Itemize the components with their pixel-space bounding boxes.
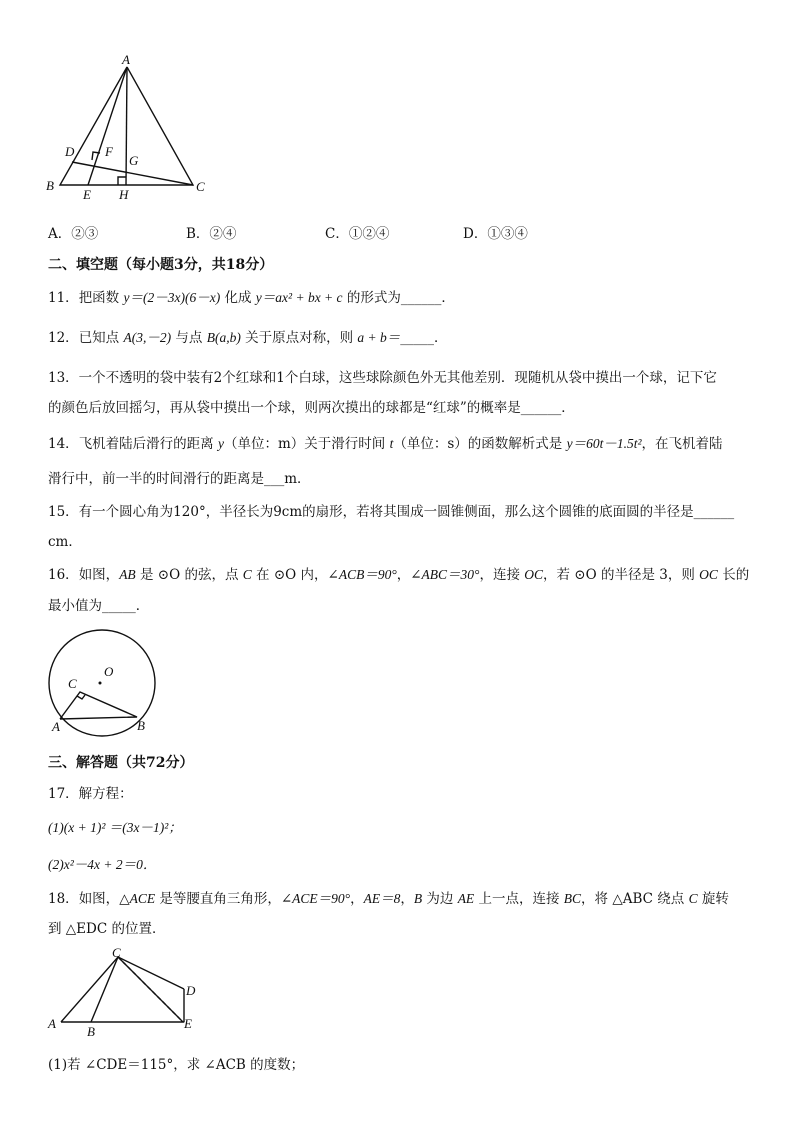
fig1-label-f: F <box>105 144 113 159</box>
question-18-part-1: (1)若 ∠CDE＝115°，求 ∠ACB 的度数； <box>48 1057 305 1073</box>
fig2-label-a: A <box>52 719 60 734</box>
question-13-line-2: 的颜色后放回摇匀，再从袋中摸出一个球，则两次摸出的球都是“红球”的概率是______． <box>48 400 575 416</box>
fig3-label-c: C <box>112 945 121 960</box>
question-14-line-1: 14．飞机着陆后滑行的距离 y（单位：m）关于滑行时间 t（单位：s）的函数解析式是 y＝60t－1.5t²，在飞机着陆 <box>48 436 723 452</box>
fig1-label-g: G <box>129 153 139 168</box>
circle-figure <box>40 625 170 740</box>
question-17-title: 17．解方程： <box>48 786 133 802</box>
fig2-label-o: O <box>104 664 114 679</box>
fig1-label-b: B <box>46 178 54 193</box>
question-12: 12．已知点 A(3,－2) 与点 B(a,b) 关于原点对称，则 a + b＝_____． <box>48 330 448 346</box>
option-a[interactable]: A．②③ <box>48 226 99 242</box>
option-d[interactable]: D．①③④ <box>463 226 528 242</box>
fig1-label-h: H <box>119 187 129 202</box>
fig2-label-c: C <box>68 676 77 691</box>
question-15-line-2: cm． <box>48 534 82 550</box>
fig3-label-b: B <box>87 1024 95 1039</box>
section-answer-heading: 三、解答题（共72分） <box>48 755 194 771</box>
fig2-label-b: B <box>137 718 145 733</box>
question-16-line-1: 16．如图，AB 是 ⊙O 的弦，点 C 在 ⊙O 内，∠ACB＝90°，∠ABC＝30°，连接 OC，若 ⊙O 的半径是 3，则 OC 长的 <box>48 567 750 583</box>
question-16-line-2: 最小值为_____． <box>48 598 150 614</box>
question-13-line-1: 13．一个不透明的袋中装有2个红球和1个白球，这些球除颜色外无其他差别．现随机从袋中摸出一个球，记下它 <box>48 370 717 386</box>
question-11: 11．把函数 y＝(2－3x)(6－x) 化成 y＝ax² + bx + c 的形式为______． <box>48 290 455 306</box>
option-b[interactable]: B．②④ <box>186 226 237 242</box>
question-17-part-1: (1)(x + 1)² ＝(3x－1)²； <box>48 820 182 835</box>
fig3-label-d: D <box>186 983 196 998</box>
question-17-part-2: (2)x²－4x + 2＝0． <box>48 857 157 872</box>
question-15-line-1: 15．有一个圆心角为120°，半径长为9cm的扇形，若将其围成一圆锥侧面，那么这个圆锥的底面圆的半径是______ <box>48 504 735 520</box>
question-18-line-1: 18．如图，△ACE 是等腰直角三角形，∠ACE＝90°，AE＝8，B 为边 AE 上一点，连接 BC，将 △ABC 绕点 C 旋转 <box>48 891 729 907</box>
fig1-label-e: E <box>83 187 91 202</box>
fig3-label-e: E <box>184 1016 192 1031</box>
section-fill-in-heading: 二、填空题（每小题3分，共18分） <box>48 257 274 273</box>
fig1-label-a: A <box>122 52 130 67</box>
fig1-label-d: D <box>65 144 75 159</box>
triangle-figure <box>40 52 220 202</box>
rotation-figure <box>40 945 210 1040</box>
question-14-line-2: 滑行中，前一半的时间滑行的距离是___m． <box>48 471 311 487</box>
fig3-label-a: A <box>48 1016 56 1031</box>
fig1-label-c: C <box>196 179 205 194</box>
option-c[interactable]: C．①②④ <box>325 226 390 242</box>
question-18-line-2: 到 △EDC 的位置． <box>48 921 166 937</box>
